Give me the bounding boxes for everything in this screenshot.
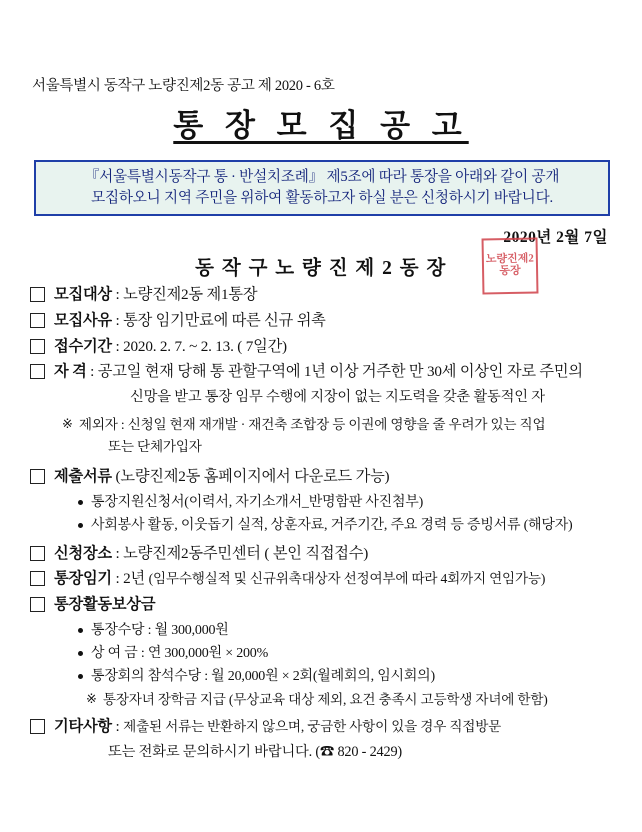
bullet-item <box>78 515 616 536</box>
item-label: 접수기간 <box>54 337 112 355</box>
item-value: 노량진제2동주민센터 ( 본인 직접접수) <box>123 544 369 562</box>
list-item-recruit-reason <box>30 310 616 333</box>
notice-box <box>34 160 610 216</box>
bullet-dot-icon <box>78 628 83 633</box>
bullet-text: 상 여 금 : 연 300,000원 × 200% <box>91 645 269 661</box>
exclusion-line-2: 또는 단체가입자 <box>108 438 202 454</box>
list-item-text <box>54 466 389 489</box>
item-label: 통장임기 <box>54 570 112 588</box>
exclusion-label: 제외자 <box>78 416 118 432</box>
list-item-text <box>54 716 501 739</box>
checkbox-icon <box>30 546 45 561</box>
bullet-text: 통장지원신청서(이력서, 자기소개서_반명함판 사진첨부) <box>91 494 424 510</box>
list-item-text <box>54 543 368 566</box>
list-item-documents <box>30 466 616 489</box>
bullet-dot-icon <box>78 523 83 528</box>
bullet-text: 사회봉사 활동, 이웃돕기 실적, 상훈자료, 거주기간, 주요 경력 등 증빙서류 (해당자) <box>91 517 573 533</box>
item-separator: : <box>115 544 120 562</box>
bullet-item <box>78 620 616 641</box>
item-note: (임무수행실적 및 신규위촉대상자 선정여부에 따라 4회까지 연임가능) <box>148 571 546 587</box>
list-item-application-period <box>30 336 616 359</box>
qualification-line-2: 신망을 받고 통장 임무 수행에 지장이 없는 지도력을 갖춘 활동적인 자 <box>130 389 545 406</box>
exclusion-separator: : <box>120 416 125 432</box>
item-separator: : <box>115 311 120 329</box>
list-item-etc <box>30 716 616 739</box>
checkbox-icon <box>30 287 45 302</box>
notice-line-2: 모집하오니 지역 주민을 위하여 활동하고자 하실 분은 신청하시기 바랍니다. <box>91 190 553 206</box>
checkbox-icon <box>30 313 45 328</box>
asterisk-icon: ※ <box>86 690 97 706</box>
item-value: 2020. 2. 7. ~ 2. 13. ( 7일간) <box>123 337 287 355</box>
issuer-line: 서울특별시 동작구 노량진제2동 공고 제 2020 - 6호 <box>32 78 335 94</box>
etc-line-2: 또는 전화로 문의하시기 바랍니다. (☎ 820 - 2429) <box>108 743 402 760</box>
item-value: 2년 <box>123 570 146 588</box>
compensation-note-text: 통장자녀 장학금 지급 (무상교육 대상 제외, 요건 충족시 고등학생 자녀에 한함) <box>102 691 548 707</box>
bullet-text: 통장수당 : 월 300,000원 <box>91 622 229 638</box>
bullet-dot-icon <box>78 500 83 505</box>
list-item-apply-place <box>30 543 616 566</box>
bullet-dot-icon <box>78 674 83 679</box>
item-note: (노량진제2동 홈페이지에서 다운로드 가능) <box>115 467 390 485</box>
exclusion-value: 신청일 현재 재개발 · 재건축 조합장 등 이권에 영향을 줄 우려가 있는 직업 <box>127 416 546 432</box>
list-item-compensation <box>30 594 616 617</box>
item-label: 통장활동보상금 <box>54 596 156 614</box>
exclusion-text <box>79 414 546 435</box>
item-separator: : <box>90 363 95 381</box>
item-label: 제출서류 <box>54 467 112 485</box>
bullet-dot-icon <box>78 651 83 656</box>
bullet-item <box>78 643 616 664</box>
item-label: 자 격 <box>54 363 87 381</box>
item-separator: : <box>115 337 120 355</box>
bullet-text: 통장회의 참석수당 : 월 20,000원 × 2회(월례회의, 임시회의) <box>91 668 435 684</box>
item-label: 모집사유 <box>54 311 112 329</box>
checkbox-icon <box>30 597 45 612</box>
checkbox-icon <box>30 469 45 484</box>
list-item-text <box>54 284 257 307</box>
item-label: 신청장소 <box>54 544 112 562</box>
bullet-item <box>78 492 616 513</box>
list-item-qualification <box>30 361 616 384</box>
item-value: 노량진제2동 제1통장 <box>123 286 258 303</box>
list-item-text <box>54 336 287 359</box>
checkbox-icon <box>30 339 45 354</box>
item-separator: : <box>115 718 120 735</box>
list-item-text <box>54 310 326 333</box>
list-item-term <box>30 568 616 591</box>
item-label: 모집대상 <box>54 286 112 303</box>
item-value: 제출된 서류는 반환하지 않으며, 궁금한 사항이 있을 경우 직접방문 <box>123 719 502 734</box>
item-value: 공고일 현재 당해 통 관할구역에 1년 이상 거주한 만 30세 이상인 자로 주민의 <box>97 363 583 381</box>
date-line: 2020년 2월 7일 <box>503 229 608 246</box>
item-label: 기타사항 <box>54 718 112 735</box>
item-value: 통장 임기만료에 따른 신규 위촉 <box>123 311 326 329</box>
page-title: 통 장 모 집 공 고 <box>173 108 469 143</box>
compensation-note-row <box>86 689 616 710</box>
item-separator: : <box>115 570 120 588</box>
list-item-text <box>54 361 583 384</box>
exclusion-row <box>62 414 616 435</box>
list-item-recruit-target <box>30 284 616 307</box>
checkbox-icon <box>30 719 45 734</box>
bullet-item <box>78 666 616 687</box>
official-seal-stamp: 노량진제2동장 <box>482 238 539 295</box>
asterisk-icon: ※ <box>62 415 73 431</box>
item-separator: : <box>115 286 120 303</box>
notice-line-1: 『서울특별시동작구 통 · 반설치조례』 제5조에 따라 통장을 아래와 같이 공개 <box>84 168 560 185</box>
document-body <box>30 284 616 763</box>
checkbox-icon <box>30 364 45 379</box>
list-item-text <box>54 568 545 591</box>
checkbox-icon <box>30 571 45 586</box>
organization-line: 동 작 구 노 량 진 제 2 동 장 <box>195 258 447 279</box>
list-item-text <box>54 594 155 617</box>
